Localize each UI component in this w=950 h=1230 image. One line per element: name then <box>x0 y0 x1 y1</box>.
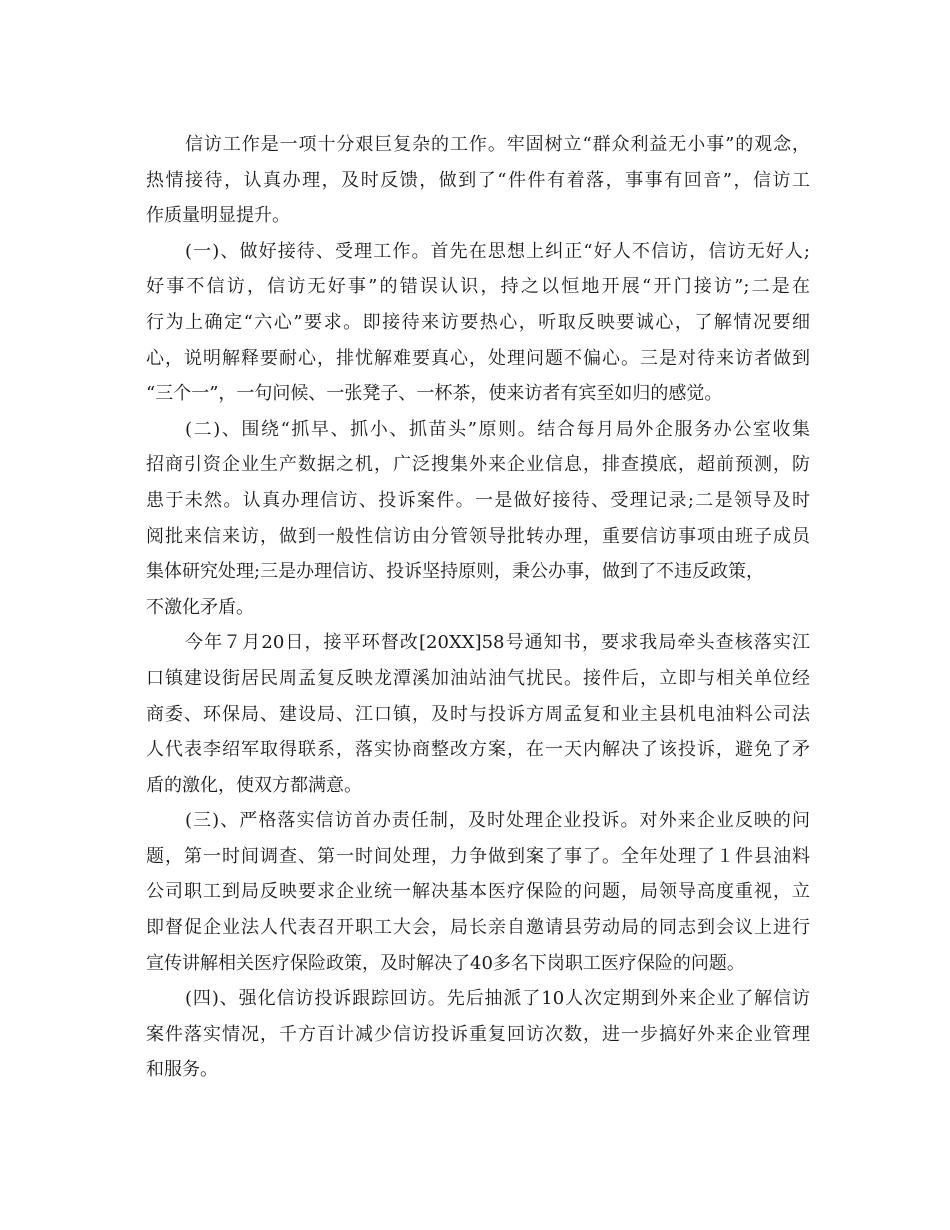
text-line: 口镇建设街居民周孟复反映龙潭溪加油站油气扰民。接件后，立即与相关单位经 <box>146 667 810 689</box>
text-line: 今年７月20日，接平环督改[20XX]58号通知书，要求我局牵头查核落实江 <box>185 632 810 654</box>
paragraph-section-1 <box>146 234 810 412</box>
text-line: 信访工作是一项十分艰巨复杂的工作。牢固树立“群众利益无小事”的观念， <box>185 134 810 155</box>
text-line: 好事不信访，信访无好事”的错误认识，持之以恒地开展“开门接访”;二是在 <box>146 276 810 298</box>
text-line: 宣传讲解相关医疗保险政策，及时解决了40多名下岗职工医疗保险的问题。 <box>146 952 745 974</box>
text-line: 即督促企业法人代表召开职工大会，局长亲自邀请县劳动局的同志到会议上进行 <box>146 917 810 939</box>
text-line: 和服务。 <box>146 1059 218 1081</box>
text-line: 阅批来信来访，做到一般性信访由分管领导批转办理，重要信访事项由班子成员 <box>146 525 810 547</box>
paragraph-case <box>146 625 810 803</box>
text-line: 案件落实情况，千方百计减少信访投诉重复回访次数，进一步搞好外来企业管理 <box>146 1023 810 1045</box>
text-line: 心，说明解释要耐心，排忧解难要真心，处理问题不偏心。三是对待来访者做到 <box>146 347 810 369</box>
text-line: 题，第一时间调查、第一时间处理，力争做到案了事了。全年处理了１件县油料 <box>146 845 810 867</box>
text-line: 人代表李绍军取得联系，落实协商整改方案，在一天内解决了该投诉，避免了矛 <box>146 739 810 761</box>
text-line: 行为上确定“六心”要求。即接待来访要热心，听取反映要诚心，了解情况要细 <box>146 311 810 333</box>
text-line: 不激化矛盾。 <box>146 596 254 618</box>
text-line: “三个一”，一句问候、一张凳子、一杯茶，使来访者有宾至如归的感觉。 <box>146 383 723 405</box>
text-line: 患于未然。认真办理信访、投诉案件。一是做好接待、受理记录;二是领导及时 <box>146 489 810 511</box>
text-line: (三)、严格落实信访首办责任制，及时处理企业投诉。对外来企业反映的问 <box>185 810 810 832</box>
text-line: 盾的激化，使双方都满意。 <box>146 774 362 796</box>
paragraph-intro <box>146 127 810 234</box>
text-line: 商委、环保局、建设局、江口镇，及时与投诉方周孟复和业主县机电油料公司法 <box>146 703 810 725</box>
document-body <box>146 127 810 1088</box>
text-line: 作质量明显提升。 <box>146 205 290 227</box>
paragraph-section-2 <box>146 412 810 626</box>
text-line: 公司职工到局反映要求企业统一解决基本医疗保险的问题，局领导高度重视，立 <box>146 881 810 903</box>
paragraph-section-3 <box>146 803 810 981</box>
text-line: 集体研究处理;三是办理信访、投诉坚持原则，秉公办事，做到了不违反政策， <box>146 561 765 583</box>
text-line: (二)、围绕“抓早、抓小、抓苗头”原则。结合每月局外企服务办公室收集 <box>185 418 810 440</box>
text-line: 招商引资企业生产数据之机，广泛搜集外来企业信息，排查摸底，超前预测，防 <box>146 454 810 476</box>
text-line: (四)、强化信访投诉跟踪回访。先后抽派了10人次定期到外来企业了解信访 <box>185 988 810 1010</box>
text-line: 热情接待，认真办理，及时反馈，做到了“件件有着落，事事有回音”，信访工 <box>146 169 810 191</box>
paragraph-section-4 <box>146 981 810 1088</box>
text-line: (一)、做好接待、受理工作。首先在思想上纠正“好人不信访，信访无好人; <box>185 240 810 262</box>
